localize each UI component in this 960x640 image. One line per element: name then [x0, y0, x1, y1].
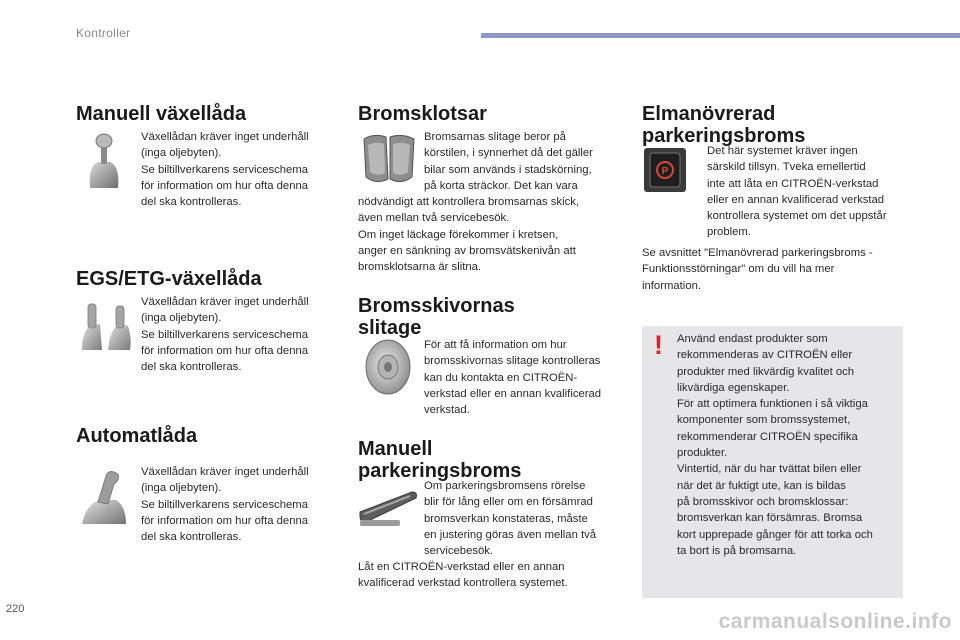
brake-pads-text-intro: Bromsarnas slitage beror på körstilen, i synnerhet då det gäller bilar som används i stadskörning, på korta sträckor. Det kan vara	[424, 131, 593, 192]
brake-pads-icon	[360, 131, 418, 187]
header-accent-bar	[481, 33, 960, 38]
brake-discs-heading-line2: slitage	[358, 317, 422, 339]
etg-gearbox-text: Växellådan kräver inget underhåll (inga oljebyten). Se biltillverkarens serviceschema för information om hur ofta denna del ska kontrolleras.	[141, 296, 309, 374]
electric-parking-brake-heading	[642, 103, 805, 147]
brake-discs-heading-line1: Bromsskivornas	[358, 295, 515, 317]
automatic-gear-selector-icon	[76, 466, 132, 526]
section-title: Kontroller	[76, 26, 131, 40]
electric-parking-brake-heading-line1: Elmanövrerad	[642, 103, 776, 125]
svg-text:P: P	[661, 166, 669, 177]
gear-lever-icon	[76, 132, 132, 190]
handbrake-lever-icon	[358, 488, 418, 528]
manual-gearbox-heading: Manuell växellåda	[76, 103, 247, 125]
manual-gearbox-text: Växellådan kräver inget underhåll (inga oljebyten). Se biltillverkarens serviceschema för information om hur ofta denna del ska kontrolleras.	[141, 131, 309, 209]
electric-parking-brake-heading-line2: parkeringsbroms	[642, 125, 806, 147]
brake-discs-heading	[358, 295, 515, 339]
manual-parking-brake-heading-line1: Manuell	[358, 438, 433, 460]
brake-pads-heading: Bromsklotsar	[358, 103, 487, 125]
etg-gear-selector-icon	[74, 298, 136, 352]
brake-pads-text: nödvändigt att kontrollera bromsarnas skick, även mellan två servicebesök. Om inget läckage förekommer i kretsen, anger en sänkning av bromsvätskenivån att bromsklotsarna är slitna.	[358, 196, 580, 274]
manual-parking-brake-heading	[358, 438, 521, 482]
etg-gearbox-heading: EGS/ETG-växellåda	[76, 268, 262, 290]
automatic-gearbox-text: Växellådan kräver inget underhåll (inga oljebyten). Se biltillverkarens serviceschema för information om hur ofta denna del ska kontrolleras.	[141, 466, 309, 544]
page-number: 220	[6, 603, 25, 615]
warning-text: Använd endast produkter som rekommenderas av CITROËN eller produkter med likvärdig kvalitet och likvärdiga egenskaper. För att optimera funktionen i så viktiga komponenter som bromssystemet, rekommenderar CITROËN specifika produkter. Vintertid, när du har tvättat bilen eller när det är fuktigt ute, kan is bildas på bromsskivor och bromsklossar: bromsverkan kan försämras. Bromsa kort upprepade gånger för att torka och ta bort is på bromsarna.	[677, 333, 873, 557]
electric-parking-brake-note: Se avsnittet "Elmanövrerad parkeringsbroms - Funktionsstörningar" om du vill ha mer information.	[642, 247, 873, 292]
electric-parking-brake-text: Det här systemet kräver ingen särskild tillsyn. Tveka emellertid inte att låta en CITROËN-verkstad eller en annan kvalificerad verkstad kontrollera systemet om det uppstår problem.	[707, 145, 887, 239]
manual-parking-brake-heading-line2: parkeringsbroms	[358, 460, 522, 482]
automatic-gearbox-heading: Automatlåda	[76, 425, 198, 447]
watermark: carmanualsonline.info	[718, 610, 952, 633]
manual-parking-brake-text-intro: Om parkeringsbromsens rörelse blir för lång eller om en försämrad bromsverkan konstateras, måste en justering göras även mellan två servicebesök.	[424, 480, 597, 558]
warning-exclamation-icon: !	[654, 330, 663, 360]
electric-parking-brake-switch-icon	[643, 147, 687, 193]
brake-discs-text: För att få information om hur bromsskivornas slitage kontrolleras kan du kontakta en CITROËN- verkstad eller en annan kvalificerad verkstad.	[424, 339, 602, 417]
brake-disc-icon	[360, 338, 416, 396]
manual-parking-brake-text: Låt en CITROËN-verkstad eller en annan kvalificerad verkstad kontrollera systemet.	[358, 561, 568, 590]
